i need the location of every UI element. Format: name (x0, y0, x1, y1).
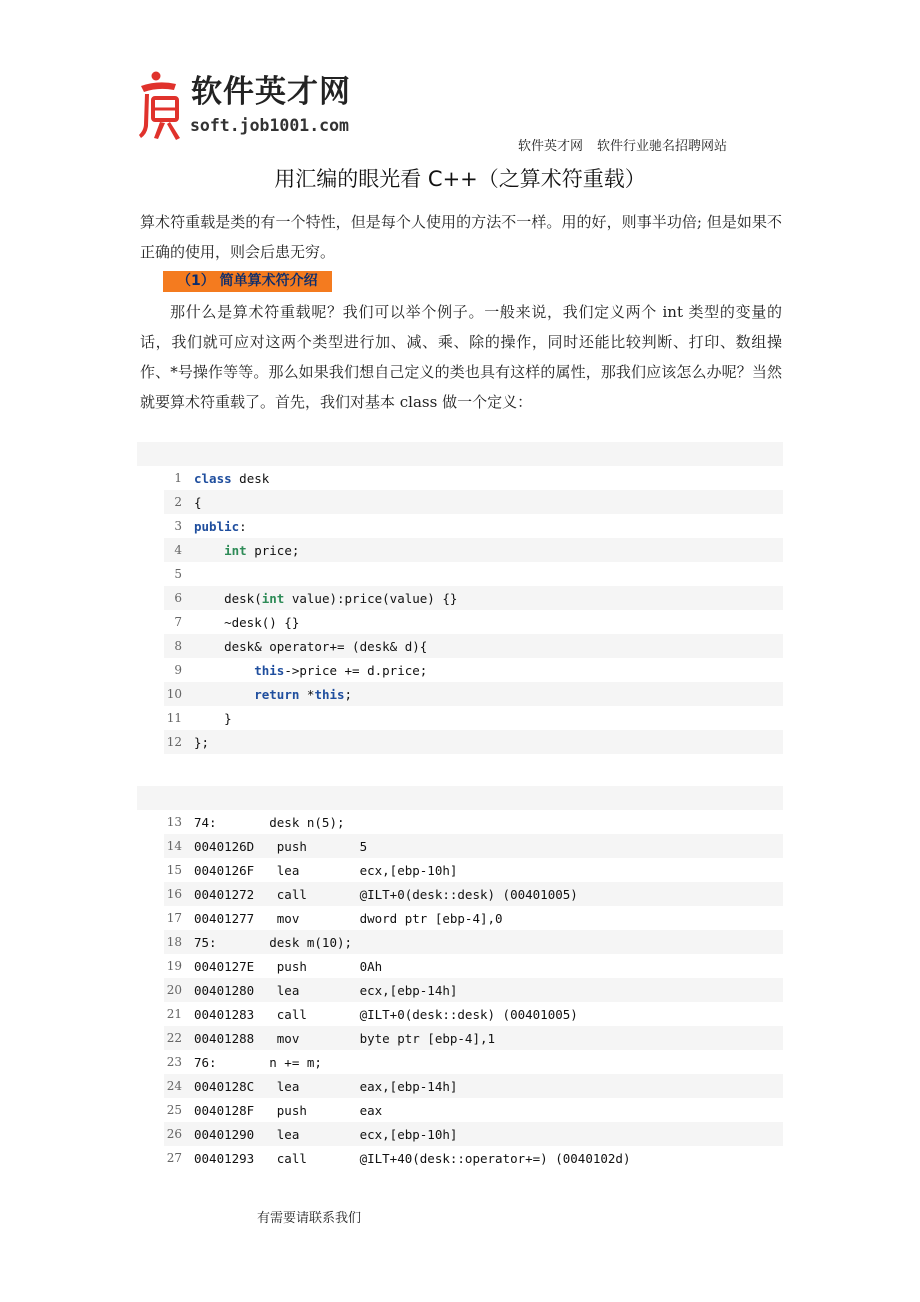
code-text (194, 983, 457, 998)
code-token: 0040128F push eax (194, 1102, 383, 1118)
code-token: desk& operator+= (desk& d){ (194, 638, 428, 654)
line-number: 26 (166, 1127, 182, 1141)
code-text (194, 615, 299, 630)
code-line (164, 1122, 783, 1146)
code-text (194, 1007, 578, 1022)
code-block-class-definition (137, 442, 783, 754)
line-number: 2 (174, 495, 182, 509)
code-token: 0040126D push 5 (194, 838, 368, 854)
code-text (194, 1103, 382, 1118)
logo-url: soft.job1001.com (190, 116, 349, 135)
site-tagline (518, 135, 727, 154)
line-number: 20 (166, 983, 182, 997)
line-number: 24 (166, 1079, 182, 1093)
code-line (164, 466, 783, 490)
code-line (164, 490, 783, 514)
code-line (164, 1026, 783, 1050)
code-line (164, 682, 783, 706)
line-number: 8 (174, 639, 182, 653)
body-paragraph: 那什么是算术符重载呢？我们可以举个例子。一般来说，我们定义两个 int 类型的变量的话，我们就可应对这两个类型进行加、减、乘、除的操作，同时还能比较判断、打印、数组操作、*号操作等等。那么如果我们想自己定义的类也具有这样的属性，那我们应该怎么办呢？当然就要算术符重载了。首先，我们对基本 class 做一个定义： (140, 303, 782, 411)
code-token: { (194, 494, 202, 510)
code-keyword: this (314, 686, 345, 702)
code-text (194, 839, 367, 854)
code-line (164, 1074, 783, 1098)
code-token: }; (194, 734, 210, 750)
tagline-slogan: 软件行业驰名招聘网站 (597, 139, 728, 154)
code-line (164, 1050, 783, 1074)
code-token: 76: n += m; (194, 1054, 322, 1070)
line-number: 18 (166, 935, 182, 949)
code-block-toolbar (137, 442, 783, 466)
code-line (164, 858, 783, 882)
code-token: 74: desk n(5); (194, 814, 345, 830)
tagline-site-name: 软件英才网 (518, 139, 584, 154)
line-number: 9 (174, 663, 182, 677)
code-keyword: int (261, 590, 285, 606)
code-token: desk (231, 470, 270, 486)
line-number: 6 (174, 591, 182, 605)
code-text (194, 815, 345, 830)
line-number: 23 (166, 1055, 182, 1069)
code-line (164, 634, 783, 658)
code-token: : (239, 518, 247, 534)
code-token (194, 687, 254, 702)
code-token: 75: desk m(10); (194, 934, 353, 950)
code-text (194, 711, 232, 726)
code-token: 00401288 mov byte ptr [ebp-4],1 (194, 1030, 496, 1046)
code-text (194, 543, 299, 558)
line-number: 7 (174, 615, 182, 629)
line-number: 16 (166, 887, 182, 901)
code-keyword: int (224, 542, 247, 558)
code-text (194, 471, 269, 486)
code-text (194, 687, 352, 702)
code-keyword: this (254, 662, 285, 678)
line-number: 10 (166, 687, 182, 701)
line-number: 11 (166, 711, 182, 725)
code-text (194, 663, 427, 678)
code-token: 0040128C lea eax,[ebp-14h] (194, 1078, 458, 1094)
code-lines (164, 466, 783, 754)
code-text (194, 935, 352, 950)
code-text (194, 591, 457, 606)
code-line (164, 1002, 783, 1026)
code-text (194, 1079, 457, 1094)
code-line (164, 658, 783, 682)
line-number: 13 (166, 815, 182, 829)
code-text (194, 735, 209, 750)
code-token: 0040126F lea ecx,[ebp-10h] (194, 862, 458, 878)
code-token: ->price += d.price; (284, 662, 428, 678)
code-token: 00401283 call @ILT+0(desk::desk) (00401005) (194, 1006, 578, 1022)
code-keyword: public (194, 518, 240, 534)
code-token: desk( (194, 590, 262, 606)
code-token (194, 543, 224, 558)
code-token: 00401290 lea ecx,[ebp-10h] (194, 1126, 458, 1142)
code-text (194, 1031, 495, 1046)
code-block-disassembly (137, 786, 783, 1170)
code-token: 00401277 mov dword ptr [ebp-4],0 (194, 910, 503, 926)
code-token: price; (246, 542, 300, 558)
code-token: } (194, 710, 232, 726)
code-keyword: return (254, 686, 300, 702)
code-line (164, 706, 783, 730)
intro-paragraph: 算术符重载是类的有一个特性，但是每个人使用的方法不一样。用的好，则事半功倍; 但是如果不正确的使用，则会后患无穷。 (140, 213, 782, 261)
section-heading: （1） 简单算术符介绍 (163, 271, 332, 292)
code-lines (164, 810, 783, 1170)
code-token: * (299, 686, 315, 702)
code-line (164, 954, 783, 978)
code-token: ; (344, 686, 353, 702)
code-token: 00401280 lea ecx,[ebp-14h] (194, 982, 458, 998)
line-number: 17 (166, 911, 182, 925)
code-text (194, 1127, 457, 1142)
code-token (194, 663, 254, 678)
code-line (164, 586, 783, 610)
code-block-toolbar (137, 786, 783, 810)
code-line (164, 930, 783, 954)
code-line (164, 514, 783, 538)
footer-contact: 有需要请联系我们 (257, 1211, 362, 1226)
logo-name: 软件英才网 (191, 74, 351, 110)
code-text (194, 887, 578, 902)
code-text (194, 863, 457, 878)
line-number: 12 (166, 735, 182, 749)
code-line (164, 610, 783, 634)
code-token: 00401293 call @ILT+40(desk::operator+=) (0040102d) (194, 1150, 631, 1166)
logo-emblem-icon (136, 70, 184, 142)
line-number: 19 (166, 959, 182, 973)
line-number: 21 (166, 1007, 182, 1021)
code-line (164, 1146, 783, 1170)
line-number: 15 (166, 863, 182, 877)
line-number: 4 (174, 543, 182, 557)
code-text (194, 639, 427, 654)
site-logo[interactable] (136, 70, 386, 148)
page-title: 用汇编的眼光看 C++（之算术符重载） (274, 167, 646, 191)
code-token: value):price(value) {} (284, 590, 458, 606)
line-number: 5 (174, 567, 182, 581)
line-number: 27 (166, 1151, 182, 1165)
code-line (164, 882, 783, 906)
code-line (164, 1098, 783, 1122)
code-text (194, 1055, 322, 1070)
code-line (164, 906, 783, 930)
line-number: 1 (174, 471, 182, 485)
code-line (164, 834, 783, 858)
code-line (164, 730, 783, 754)
code-text (194, 959, 382, 974)
code-token: 00401272 call @ILT+0(desk::desk) (00401005) (194, 886, 578, 902)
code-keyword: class (194, 470, 232, 486)
code-token: 0040127E push 0Ah (194, 958, 383, 974)
line-number: 14 (166, 839, 182, 853)
code-text (194, 495, 202, 510)
code-line (164, 978, 783, 1002)
code-token: ~desk() {} (194, 614, 300, 630)
code-text (194, 1151, 631, 1166)
line-number: 3 (174, 519, 182, 533)
line-number: 22 (166, 1031, 182, 1045)
line-number: 25 (166, 1103, 182, 1117)
code-line (164, 538, 783, 562)
code-line (164, 562, 783, 586)
code-text (194, 911, 503, 926)
code-text (194, 519, 247, 534)
code-line (164, 810, 783, 834)
